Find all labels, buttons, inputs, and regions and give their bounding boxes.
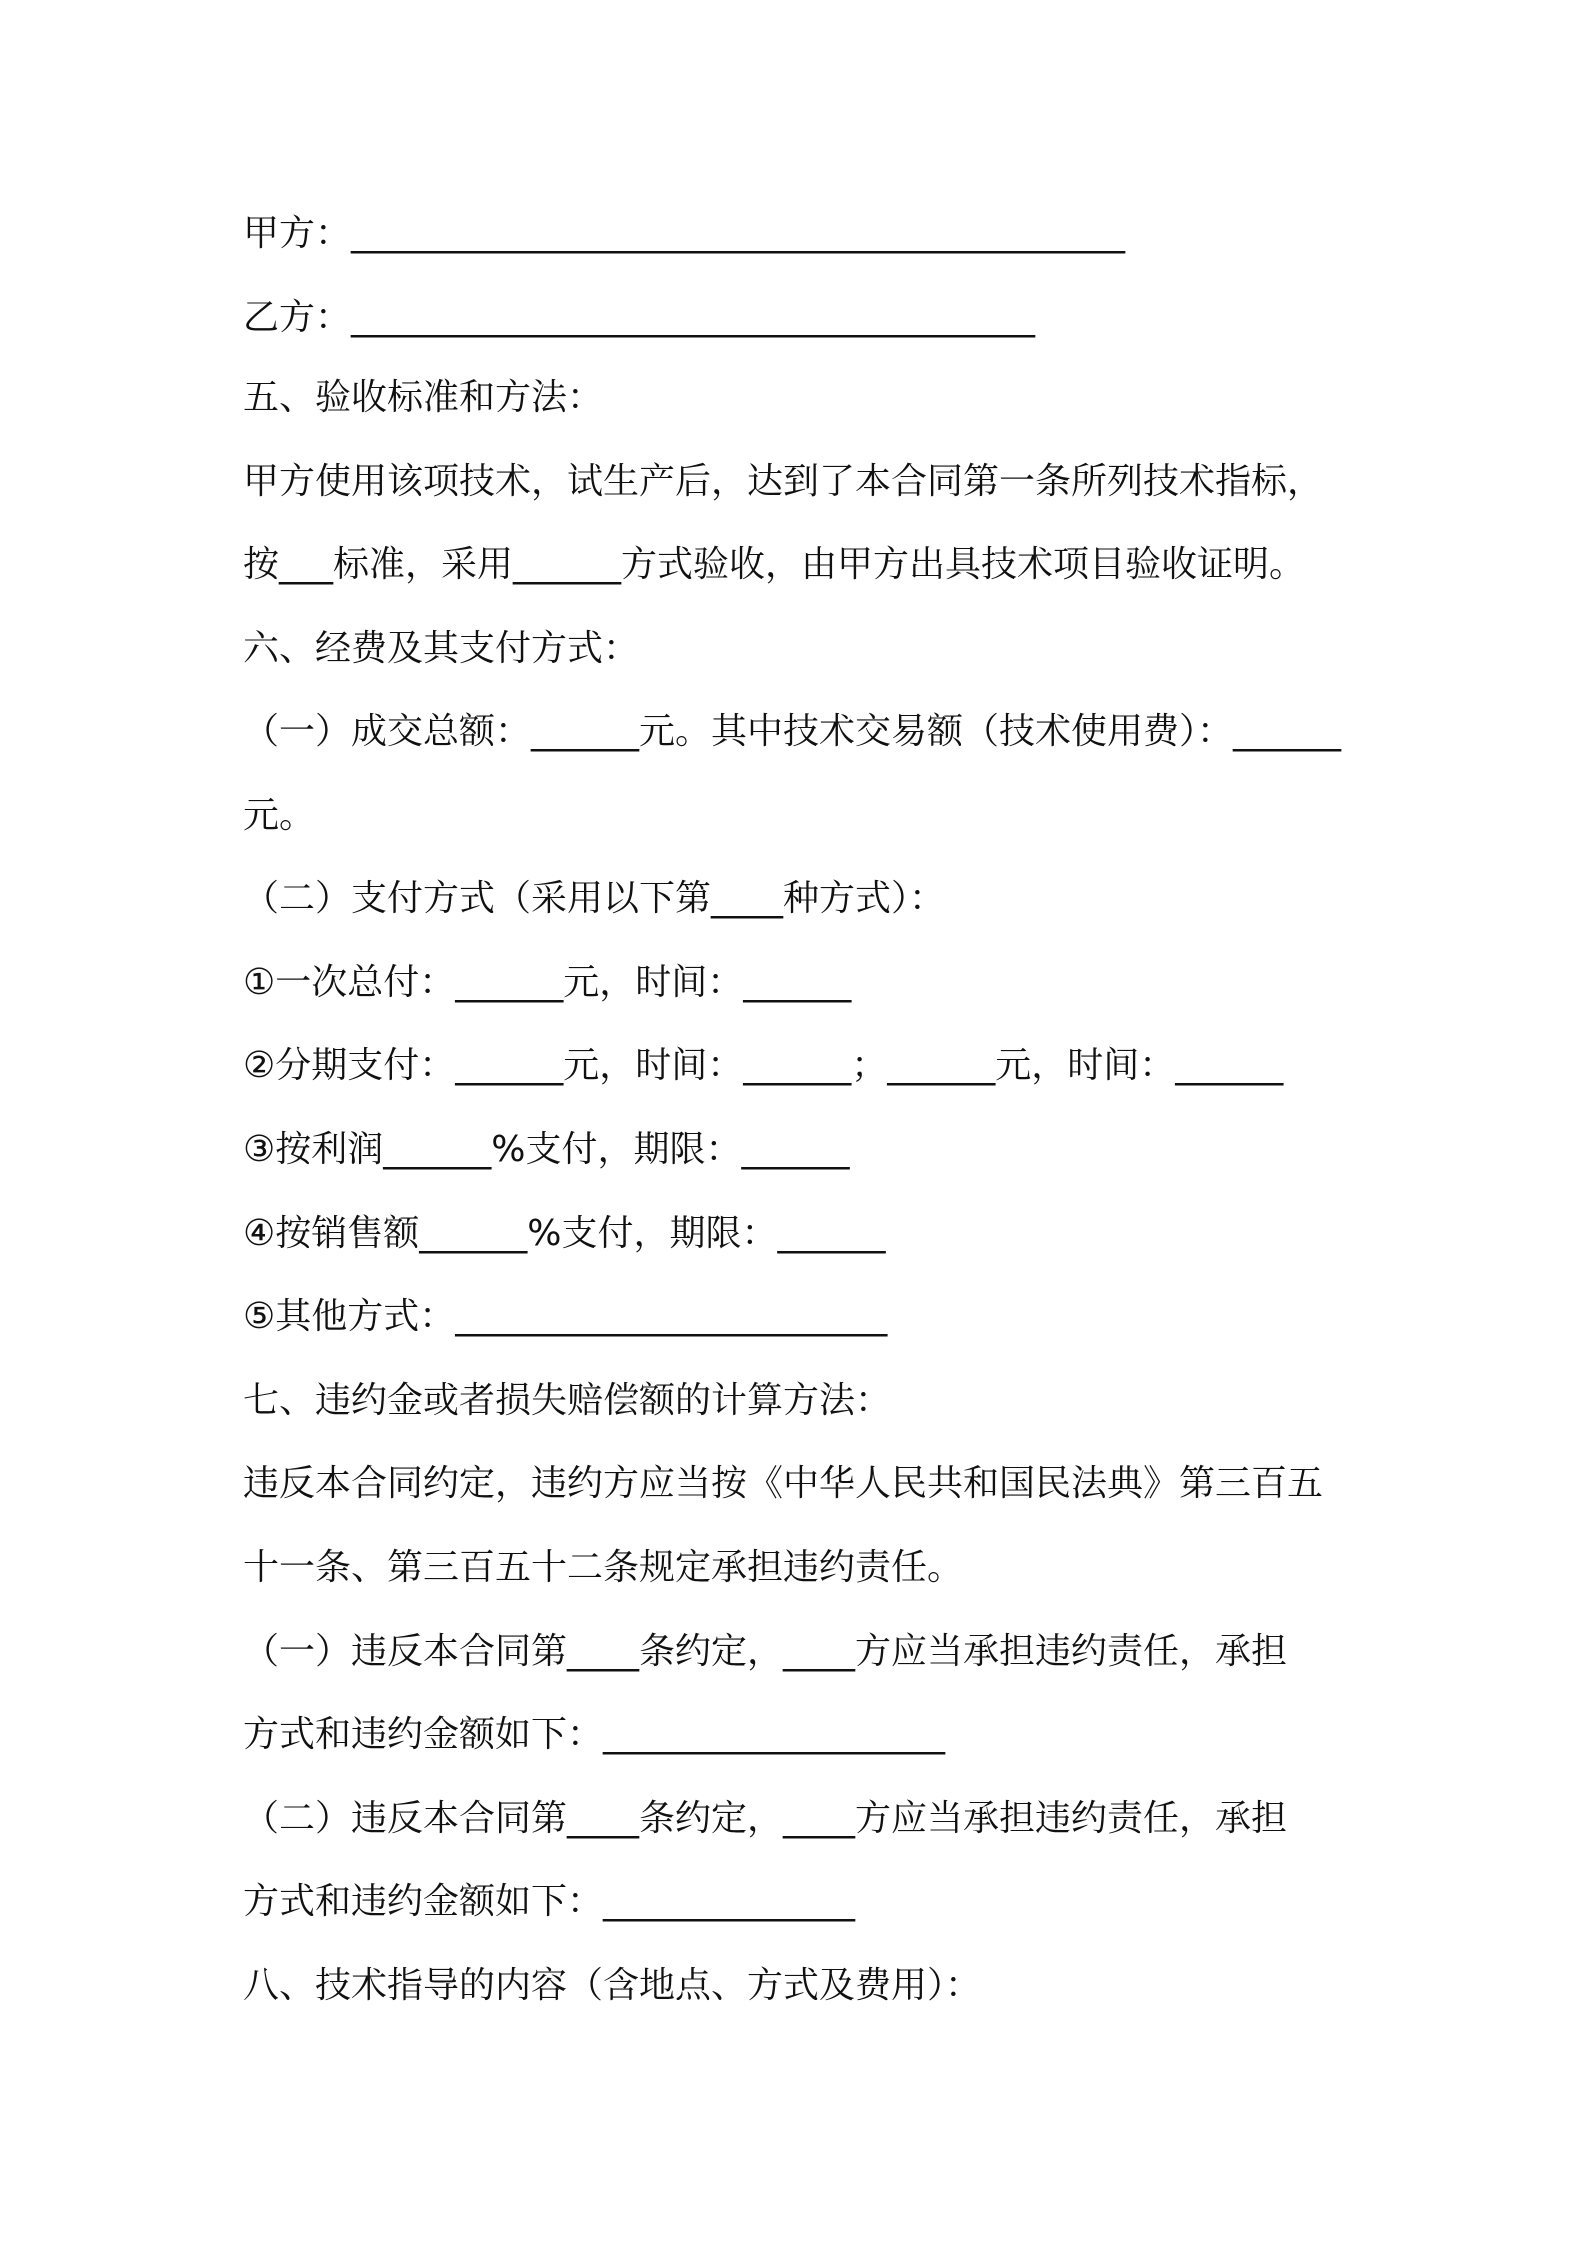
section-7-heading: 七、违约金或者损失赔偿额的计算方法： (243, 1380, 892, 1421)
section-7-item-2-cont: 方式和违约金额如下：______________ (243, 1881, 856, 1922)
section-6-item-2: （二）支付方式（采用以下第____种方式）： (243, 878, 946, 919)
section-7-item-1: （一）违反本合同第____条约定，____方应当承担违约责任，承担 (243, 1631, 1288, 1672)
section-6-heading: 六、经费及其支付方式： (243, 628, 640, 669)
payment-option-2: ②分期支付：______元，时间：______；______元，时间：______ (243, 1045, 1284, 1086)
payment-option-5: ⑤其他方式：________________________ (243, 1296, 888, 1337)
payment-option-4: ④按销售额______%支付，期限：______ (243, 1213, 886, 1254)
section-7-text-2: 十一条、第三百五十二条规定承担违约责任。 (243, 1547, 964, 1588)
party-b-line: 乙方：______________________________________ (243, 297, 1036, 338)
section-7-text-1: 违反本合同约定，违约方应当按《中华人民共和国民法典》第三百五 (243, 1463, 1324, 1504)
section-6-item-1: （一）成交总额：______元。其中技术交易额（技术使用费）：______ (243, 711, 1342, 752)
payment-option-3: ③按利润______%支付，期限：______ (243, 1129, 850, 1170)
section-6-item-1-cont: 元。 (243, 795, 316, 836)
section-5-text-2: 按___标准，采用______方式验收，由甲方出具技术项目验收证明。 (243, 544, 1306, 585)
section-5-heading: 五、验收标准和方法： (243, 377, 604, 418)
payment-option-1: ①一次总付：______元，时间：______ (243, 962, 852, 1003)
section-7-item-1-cont: 方式和违约金额如下：___________________ (243, 1714, 946, 1755)
section-8-heading: 八、技术指导的内容（含地点、方式及费用）： (243, 1965, 982, 2006)
section-7-item-2: （二）违反本合同第____条约定，____方应当承担违约责任，承担 (243, 1798, 1288, 1839)
party-a-line: 甲方：___________________________________________ (243, 213, 1126, 254)
section-5-text-1: 甲方使用该项技术，试生产后，达到了本合同第一条所列技术指标， (243, 461, 1324, 502)
